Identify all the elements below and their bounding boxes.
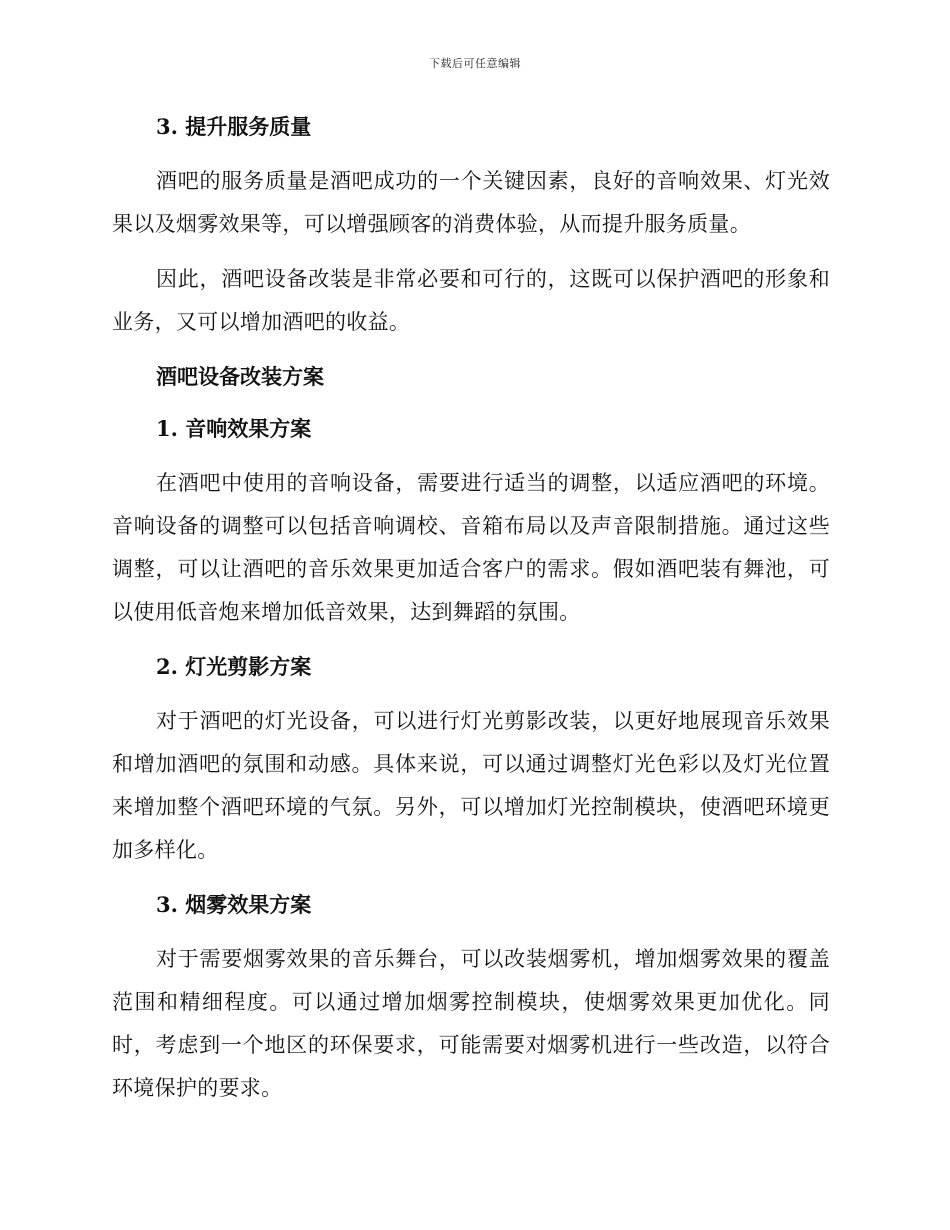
section-heading: 1. 音响效果方案 xyxy=(156,416,312,441)
section-heading: 酒吧设备改装方案 xyxy=(156,364,324,389)
page-header: 下载后可任意编辑 xyxy=(429,57,521,70)
paragraph: 对于酒吧的灯光设备，可以进行灯光剪影改装，以更好地展现音乐效果和增加酒吧的氛围和动感。具体来说，可以通过调整灯光色彩以及灯光位置来增加整个酒吧环境的气氛。另外，可以增加灯光控制模块，使酒吧环境更加多样化。 xyxy=(112,709,830,862)
document-body xyxy=(112,108,830,1110)
paragraph: 酒吧的服务质量是酒吧成功的一个关键因素，良好的音响效果、灯光效果以及烟雾效果等，可以增强顾客的消费体验，从而提升服务质量。 xyxy=(112,169,830,236)
paragraph: 对于需要烟雾效果的音乐舞台，可以改装烟雾机，增加烟雾效果的覆盖范围和精细程度。可以通过增加烟雾控制模块，使烟雾效果更加优化。同时，考虑到一个地区的环保要求，可能需要对烟雾机进行一些改造，以符合环境保护的要求。 xyxy=(112,947,830,1100)
paragraph: 在酒吧中使用的音响设备，需要进行适当的调整，以适应酒吧的环境。音响设备的调整可以包括音响调校、音箱布局以及声音限制措施。通过这些调整，可以让酒吧的音乐效果更加适合客户的需求。假如酒吧装有舞池，可以使用低音炮来增加低音效果，达到舞蹈的氛围。 xyxy=(112,471,830,624)
section-heading: 3. 提升服务质量 xyxy=(156,114,312,139)
section-heading: 2. 灯光剪影方案 xyxy=(156,654,312,679)
paragraph: 因此，酒吧设备改装是非常必要和可行的，这既可以保护酒吧的形象和业务，又可以增加酒吧的收益。 xyxy=(112,267,830,334)
section-heading: 3. 烟雾效果方案 xyxy=(156,892,312,917)
